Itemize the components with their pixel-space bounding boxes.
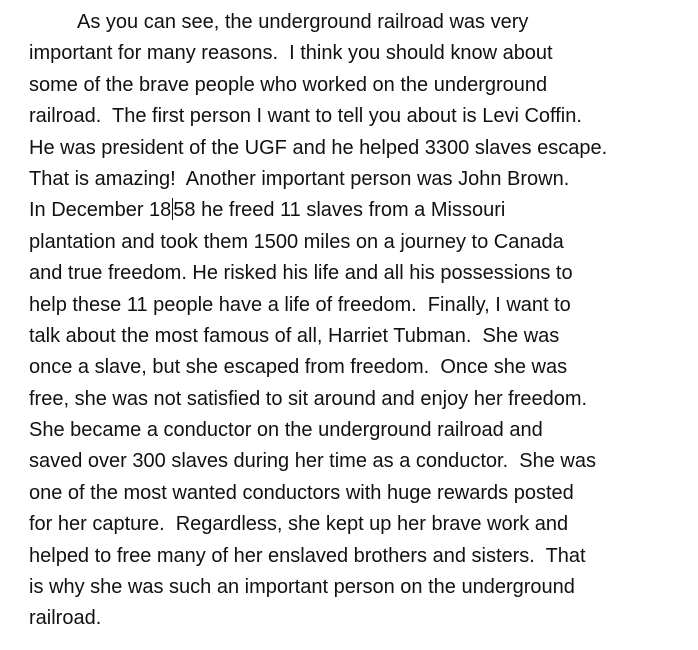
paragraph-line: talk about the most famous of all, Harriet Tubman. She was xyxy=(29,324,560,347)
paragraph-line: As you can see, the underground railroad was very xyxy=(77,11,529,33)
document-body[interactable] xyxy=(29,7,689,635)
paragraph-line: one of the most wanted conductors with huge rewards posted xyxy=(29,481,574,504)
paragraph-line: help these 11 people have a life of freedom. Finally, I want to xyxy=(29,293,571,316)
paragraph-line: railroad. xyxy=(29,607,102,630)
paragraph-line: some of the brave people who worked on the underground xyxy=(29,73,548,96)
paragraph-line: plantation and took them 1500 miles on a journey to Canada xyxy=(29,230,564,253)
paragraph-line: railroad. The first person I want to tell you about is Levi Coffin. xyxy=(29,105,582,128)
line-text-before-cursor: In December 18 xyxy=(29,199,172,222)
paragraph-line: She became a conductor on the underground railroad and xyxy=(29,419,543,442)
paragraph-line: and true freedom. He risked his life and all his possessions to xyxy=(29,262,573,285)
paragraph-line: That is amazing! Another important person was John Brown. xyxy=(29,167,570,190)
paragraph-line: is why she was such an important person on the underground xyxy=(29,576,575,599)
paragraph-line: important for many reasons. I think you should know about xyxy=(29,42,553,65)
paragraph-line: helped to free many of her enslaved brothers and sisters. That xyxy=(29,544,586,567)
paragraph-line-with-cursor xyxy=(29,195,689,226)
line-text-after-cursor: 58 he freed 11 slaves from a Missouri xyxy=(173,199,506,222)
paragraph-line: He was president of the UGF and he helped 3300 slaves escape. xyxy=(29,136,608,159)
paragraph-line: once a slave, but she escaped from freedom. Once she was xyxy=(29,356,568,379)
paragraph-line: saved over 300 slaves during her time as a conductor. She was xyxy=(29,450,596,473)
paragraph-line: free, she was not satisfied to sit around and enjoy her freedom. xyxy=(29,387,588,410)
paragraph-line: for her capture. Regardless, she kept up her brave work and xyxy=(29,513,569,536)
